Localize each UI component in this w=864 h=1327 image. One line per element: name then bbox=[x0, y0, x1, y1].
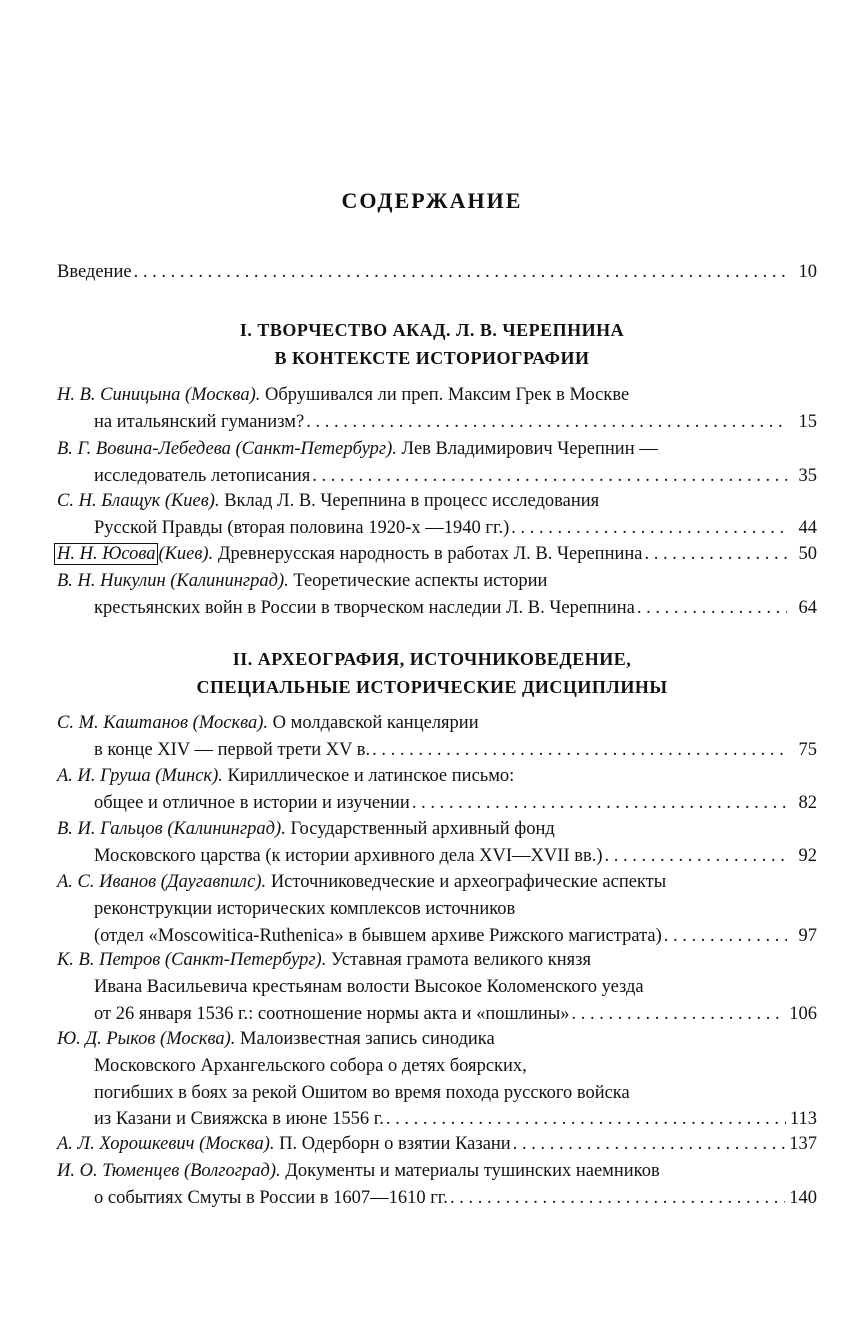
toc-entry-intro[interactable] bbox=[57, 259, 817, 286]
entry-label: Введение bbox=[57, 262, 132, 282]
entry-author-location: (Киев). bbox=[158, 544, 214, 564]
page-number: 15 bbox=[798, 411, 817, 432]
entry-title-line: Кириллическое и латинское письмо: bbox=[227, 766, 515, 786]
toc-line bbox=[57, 259, 817, 286]
entry-title-line: в конце XIV — первой трети XV в. bbox=[94, 739, 371, 760]
entry-title-line: Государственный архивный фонд bbox=[290, 819, 555, 839]
leader-dots bbox=[384, 1106, 786, 1133]
page-number: 137 bbox=[789, 1134, 817, 1154]
entry-author: В. И. Гальцов (Калининград). bbox=[57, 819, 286, 839]
page-number: 140 bbox=[789, 1187, 817, 1208]
toc-entry[interactable] bbox=[57, 869, 817, 949]
leader-dots bbox=[570, 1001, 786, 1028]
page-number: 10 bbox=[798, 262, 817, 282]
entry-title-line: погибших в боях за рекой Ошитом во время похода русского войска bbox=[94, 1082, 630, 1103]
entry-title-line: Московского Архангельского собора о детях боярских, bbox=[94, 1055, 527, 1076]
entry-author: А. С. Иванов (Даугавпилс). bbox=[57, 872, 267, 892]
leader-dots bbox=[602, 843, 787, 870]
toc-entry[interactable] bbox=[57, 1026, 817, 1133]
entry-title-line: крестьянских войн в России в творческом наследии Л. В. Черепнина bbox=[94, 597, 635, 618]
entry-title-line: исследователь летописания bbox=[94, 465, 311, 486]
entry-author: В. Н. Никулин (Калининград). bbox=[57, 571, 289, 591]
page-number: 35 bbox=[798, 465, 817, 486]
leader-dots bbox=[310, 463, 787, 490]
entry-title-line: Лев Владимирович Черепнин — bbox=[401, 439, 658, 459]
entry-title-line: Вклад Л. В. Черепнина в процесс исследования bbox=[224, 491, 600, 511]
toc-entry[interactable] bbox=[57, 1158, 817, 1212]
entry-author: С. М. Каштанов (Москва). bbox=[57, 713, 269, 733]
toc-entry[interactable] bbox=[57, 816, 817, 870]
leader-dots bbox=[643, 541, 788, 568]
entry-title-line: из Казани и Свияжска в июне 1556 г. bbox=[94, 1109, 384, 1130]
section-heading-line: В КОНТЕКСТЕ ИСТОРИОГРАФИИ bbox=[274, 348, 590, 368]
page-number: 44 bbox=[798, 517, 817, 538]
entry-title-line: (отдел «Moscowitica-Ruthenica» в бывшем архиве Рижского магистрата) bbox=[94, 925, 662, 946]
entry-author-boxed: Н. Н. Юсова bbox=[54, 543, 158, 565]
entry-author: А. Л. Хорошкевич (Москва). bbox=[57, 1134, 275, 1154]
leader-dots bbox=[509, 515, 787, 542]
entry-title-line: П. Одерборн о взятии Казани bbox=[279, 1134, 511, 1154]
leader-dots bbox=[304, 409, 787, 436]
section-heading-line: I. ТВОРЧЕСТВО АКАД. Л. В. ЧЕРЕПНИНА bbox=[239, 320, 625, 340]
entry-title-line: Теоретические аспекты истории bbox=[293, 571, 548, 591]
toc-entry[interactable] bbox=[57, 568, 817, 622]
page-number: 113 bbox=[789, 1109, 817, 1130]
entry-author: С. Н. Блащук (Киев). bbox=[57, 491, 220, 511]
toc-entry[interactable] bbox=[57, 541, 817, 568]
entry-title-line: общее и отличное в истории и изучении bbox=[94, 792, 410, 813]
entry-title-line: Русской Правды (вторая половина 1920-х —1940 гг.) bbox=[94, 517, 510, 538]
section-heading-1 bbox=[0, 316, 864, 372]
leader-dots bbox=[370, 737, 787, 764]
entry-title-line: Уставная грамота великого князя bbox=[330, 950, 591, 970]
page-number: 64 bbox=[798, 597, 817, 618]
page-number: 50 bbox=[798, 544, 817, 564]
section-heading-2 bbox=[0, 645, 864, 701]
leader-dots bbox=[448, 1185, 785, 1212]
toc-entry[interactable] bbox=[57, 436, 817, 490]
entry-title-line: Московского царства (к истории архивного дела XVI—XVII вв.) bbox=[94, 845, 603, 866]
entry-author: В. Г. Вовина-Лебедева (Санкт-Петербург). bbox=[57, 439, 397, 459]
page-number: 97 bbox=[798, 925, 817, 946]
entry-title-line: реконструкции исторических комплексов источников bbox=[94, 898, 516, 919]
leader-dots bbox=[662, 923, 787, 950]
toc-entry[interactable] bbox=[57, 488, 817, 542]
entry-title-line: Ивана Васильевича крестьянам волости Высокое Коломенского уезда bbox=[94, 976, 644, 997]
toc-entry[interactable] bbox=[57, 1131, 817, 1158]
page-title: СОДЕРЖАНИЕ bbox=[341, 188, 523, 213]
entry-title-line: на итальянский гуманизм? bbox=[94, 411, 305, 432]
leader-dots bbox=[635, 595, 787, 622]
section-heading-line: СПЕЦИАЛЬНЫЕ ИСТОРИЧЕСКИЕ ДИСЦИПЛИНЫ bbox=[196, 677, 668, 697]
page-number: 106 bbox=[789, 1003, 817, 1024]
entry-title-line: Малоизвестная запись синодика bbox=[240, 1029, 495, 1049]
entry-author: Н. В. Синицына (Москва). bbox=[57, 385, 261, 405]
entry-title-line: О молдавской канцелярии bbox=[272, 713, 479, 733]
toc-entry[interactable] bbox=[57, 710, 817, 764]
entry-author: И. О. Тюменцев (Волгоград). bbox=[57, 1161, 281, 1181]
toc-entry[interactable] bbox=[57, 763, 817, 817]
entry-title-line: от 26 января 1536 г.: соотношение нормы акта и «пошлины» bbox=[94, 1003, 570, 1024]
entry-author: А. И. Груша (Минск). bbox=[57, 766, 223, 786]
leader-dots bbox=[410, 790, 787, 817]
page-number: 82 bbox=[798, 792, 817, 813]
toc-entry[interactable] bbox=[57, 382, 817, 436]
entry-title-line: Документы и материалы тушинских наемников bbox=[285, 1161, 660, 1181]
entry-title-line: Обрушивался ли преп. Максим Грек в Москве bbox=[265, 385, 630, 405]
entry-author: Ю. Д. Рыков (Москва). bbox=[57, 1029, 236, 1049]
section-heading-line: II. АРХЕОГРАФИЯ, ИСТОЧНИКОВЕДЕНИЕ, bbox=[232, 649, 632, 669]
page-number: 75 bbox=[798, 739, 817, 760]
entry-title-line: Источниковедческие и археографические аспекты bbox=[270, 872, 667, 892]
entry-title-line: о событиях Смуты в России в 1607—1610 гг. bbox=[94, 1187, 448, 1208]
entry-author: К. В. Петров (Санкт-Петербург). bbox=[57, 950, 327, 970]
toc-entry[interactable] bbox=[57, 947, 817, 1027]
page-number: 92 bbox=[798, 845, 817, 866]
leader-dots bbox=[132, 259, 787, 286]
leader-dots bbox=[511, 1131, 786, 1158]
entry-title-line: Древнерусская народность в работах Л. В. Черепнина bbox=[217, 544, 643, 564]
